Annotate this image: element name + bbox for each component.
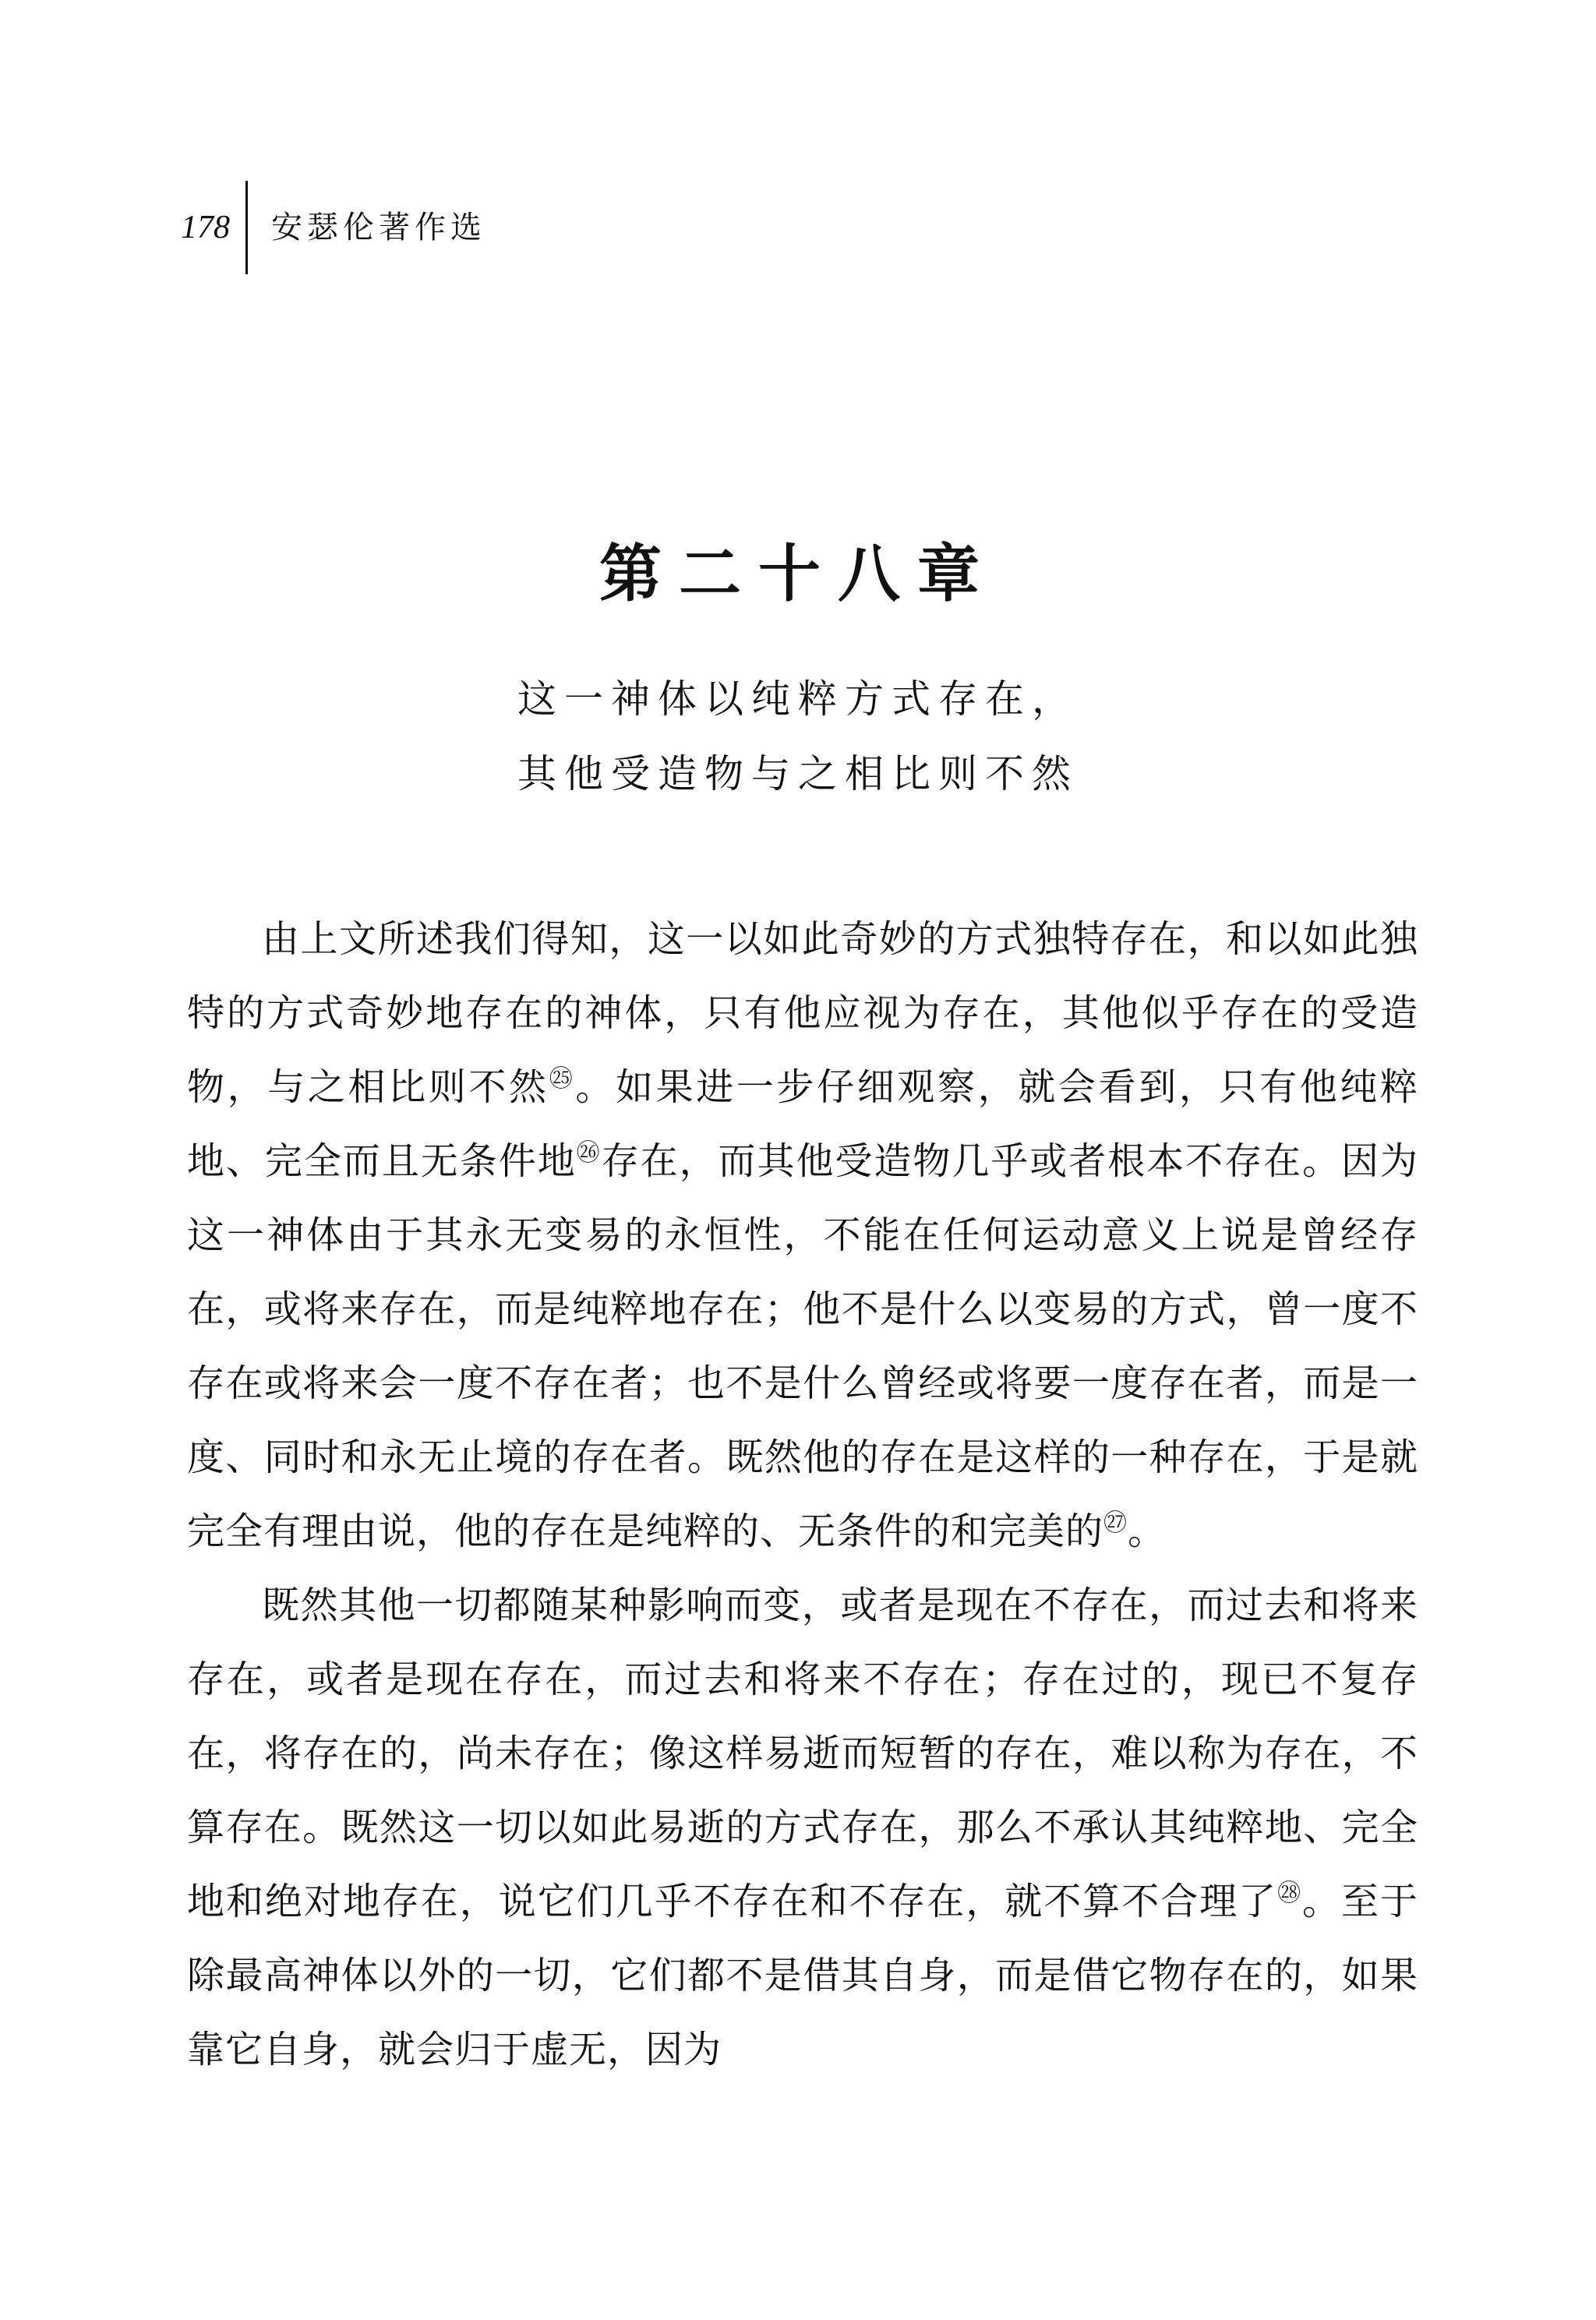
chapter-subtitle-line-1: 这一神体以纯粹方式存在， [517,676,1079,722]
paragraph-text: 既然其他一切都随某种影响而变，或者是现在不存在，而过去和将来存在，或者是现在存在，而过去和将来不存在；存在过的，现已不复存在，将存在的，尚未存在；像这样易逝而短暂的存在，难以称为存在，不算存在。既然这一切以如此易逝的方式存在，那么不承认其纯粹地、完全地和绝对地存在，说它们几乎不存在和不存在，就不算不合理了 [187,1584,1418,1923]
page-number: 178 [181,210,230,245]
paragraph-text: 。如果进一步仔细观察，就会看到，只有他纯粹地、完全而且无条件地 [187,1065,1418,1183]
paragraph-text: 。至于除最高神体以外的一切，它们都不是借其自身，而是借它物存在的，如果靠它自身，就会归于虚无，因为 [187,1880,1418,2071]
footnote-marker-26[interactable]: ㉖ [576,1139,602,1167]
running-header [181,181,486,274]
chapter-title: 第二十八章 [599,537,997,610]
footnote-marker-27[interactable]: ㉗ [1103,1510,1128,1537]
paragraph-text: 存在，而其他受造物几乎或者根本不存在。因为这一神体由于其永无变易的永恒性，不能在任何运动意义上说是曾经存在，或将来存在，而是纯粹地存在；他不是什么以变易的方式，曾一度不存在或将来会一度不存在者；也不是什么曾经或将要一度存在者，而是一度、同时和永无止境的存在者。既然他的存在是这样的一种存在，于是就完全有理由说，他的存在是纯粹的、无条件的和完美的 [187,1139,1418,1553]
body-text [187,902,1418,2087]
paragraph-2 [187,1569,1418,2087]
book-title: 安瑟伦著作选 [271,210,486,245]
paragraph-text: 。 [1128,1510,1167,1553]
paragraph-text: 由上文所述我们得知，这一以如此奇妙的方式独特存在，和以如此独特的方式奇妙地存在的神体，只有他应视为存在，其他似乎存在的受造物，与之相比则不然 [187,917,1418,1109]
footnote-marker-25[interactable]: ㉕ [549,1065,576,1093]
footnote-marker-28[interactable]: ㉘ [1277,1880,1303,1907]
chapter-subtitle-line-2: 其他受造物与之相比则不然 [517,751,1079,796]
paragraph-1 [187,902,1418,1569]
